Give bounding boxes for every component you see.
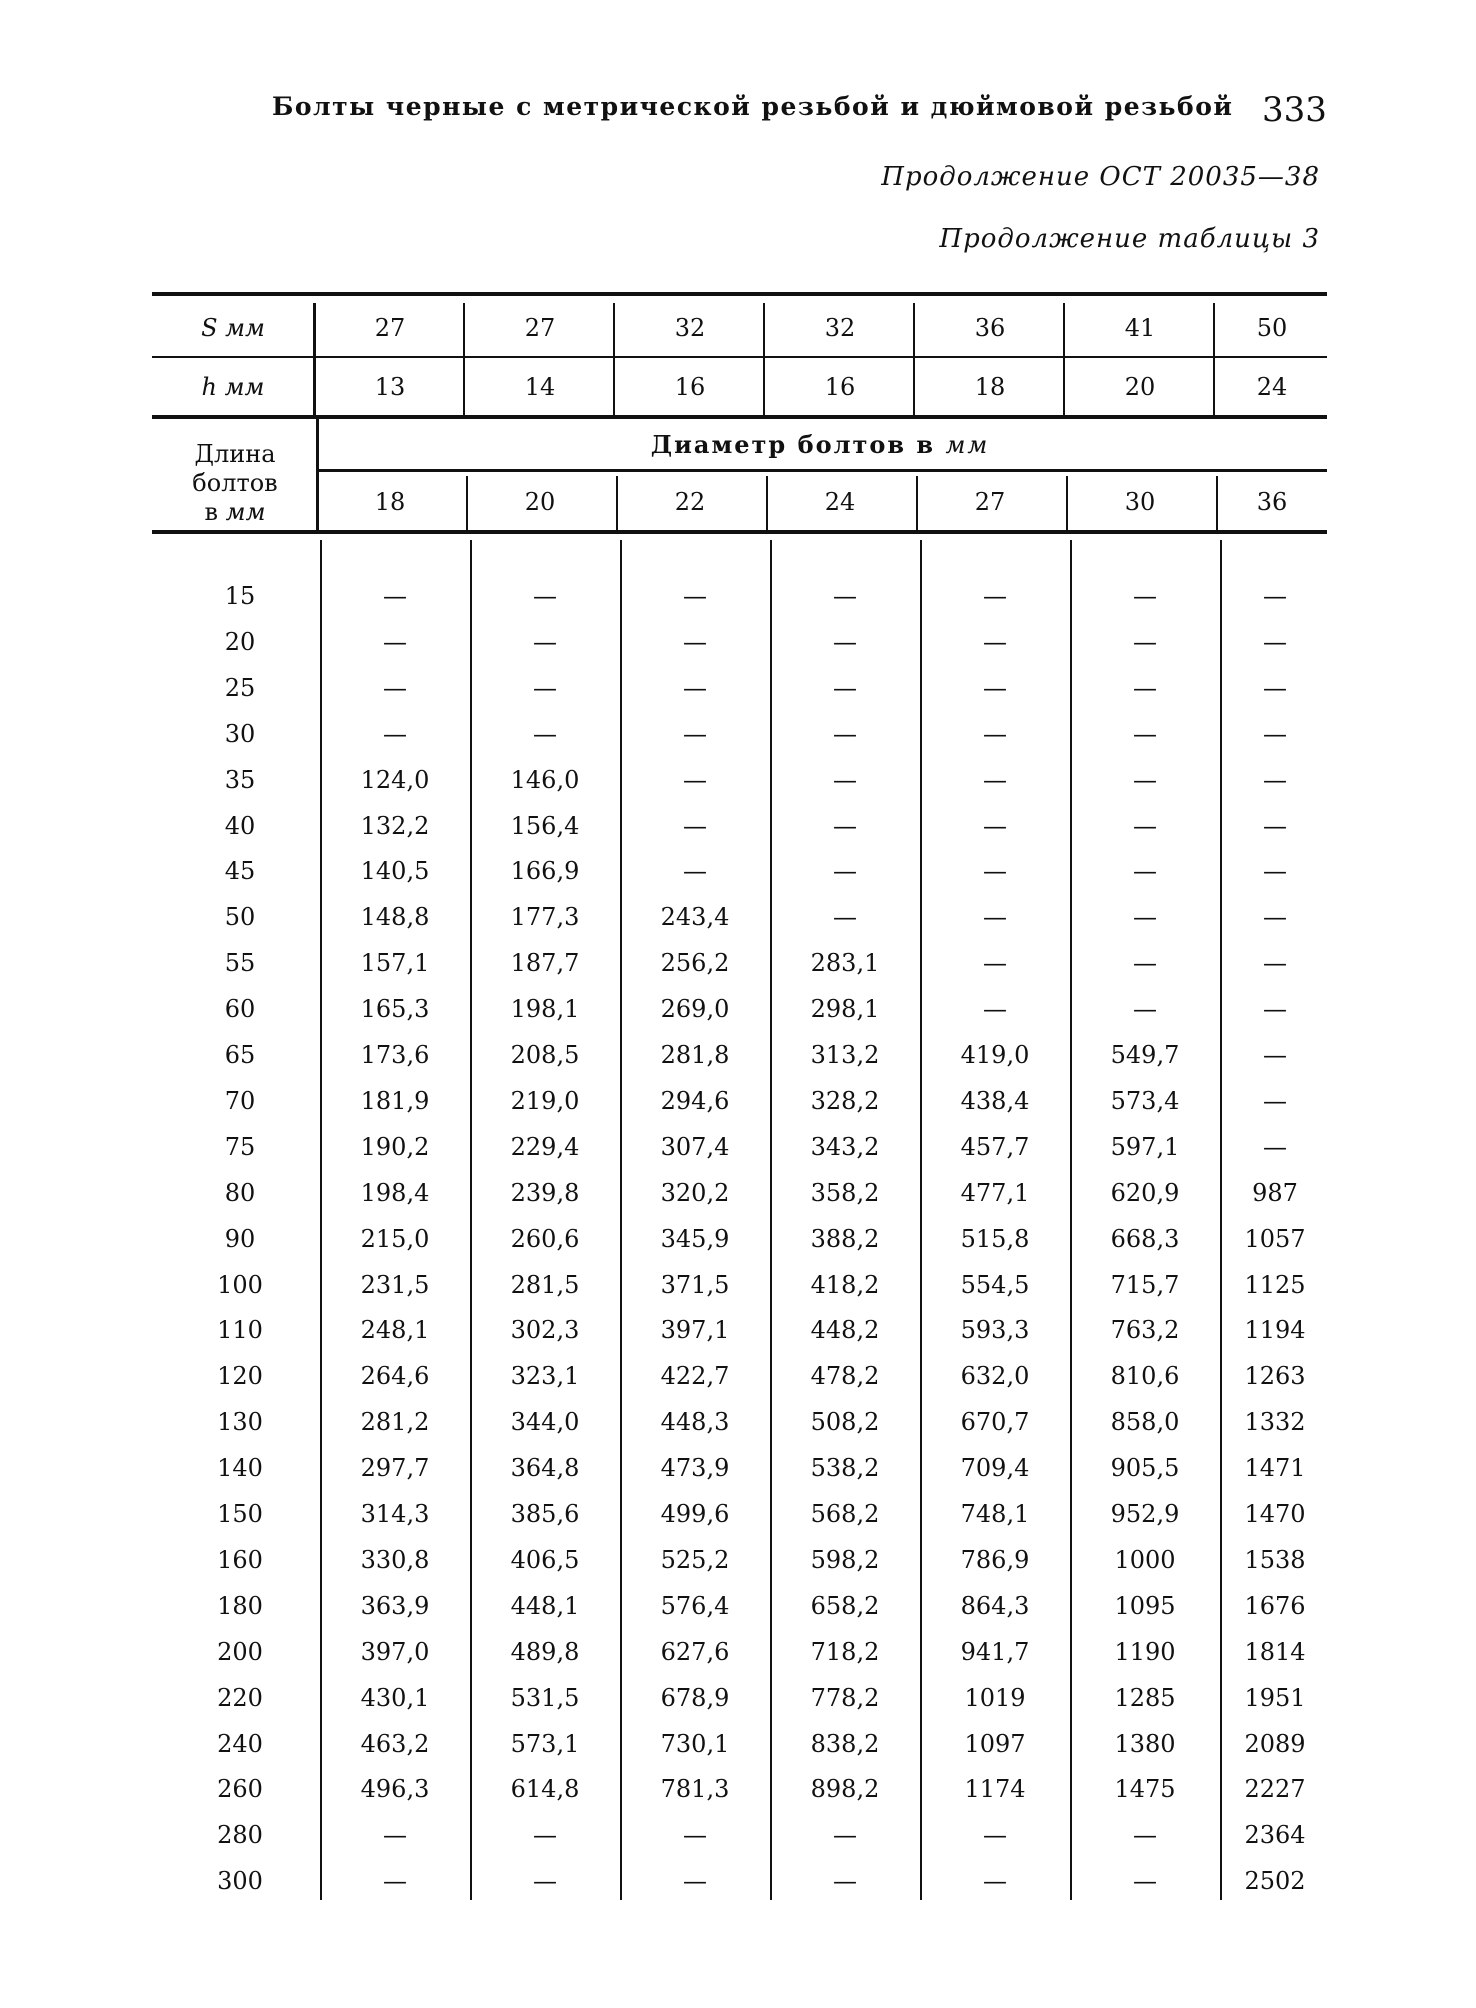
h-value: 16 [674,372,706,401]
length-value: 160 [217,1545,263,1574]
diameter-value: 30 [1124,488,1156,516]
s-value: 41 [1124,314,1156,342]
weight-value: 215,0 [360,1224,430,1253]
weight-value: 987 [1252,1178,1298,1207]
column-divider [1070,540,1072,1900]
length-value: 150 [217,1500,263,1528]
weight-value: — [983,1867,1007,1896]
weight-value: 371,5 [660,1270,730,1299]
weight-value: 478,2 [810,1362,880,1391]
weight-value: 397,1 [660,1316,730,1345]
weight-value: 549,7 [1110,1041,1180,1069]
weight-value: 941,7 [960,1637,1030,1666]
weight-value: 2502 [1244,1867,1306,1896]
weight-value: — [1263,811,1287,840]
column-divider [1063,303,1065,415]
weight-value: 165,3 [360,995,430,1024]
h-value: 13 [374,372,406,401]
weight-value: 632,0 [960,1362,1030,1391]
weight-value: 418,2 [810,1270,880,1299]
weight-value: — [983,719,1007,748]
s-value: 27 [524,314,556,342]
length-value: 40 [224,811,256,840]
length-value: 220 [217,1683,263,1712]
length-column-label [152,440,318,527]
weight-value: 330,8 [360,1545,430,1574]
weight-value: 1190 [1114,1637,1176,1666]
weight-value: 499,6 [660,1500,730,1528]
weight-value: — [833,811,857,840]
weight-value: — [683,719,707,748]
weight-value: 313,2 [810,1041,880,1069]
weight-value: 190,2 [360,1132,430,1161]
h-label: h мм [201,372,265,401]
weight-value: 187,7 [510,949,580,978]
weight-value: 343,2 [810,1132,880,1161]
weight-value: — [983,995,1007,1024]
weight-value: — [533,673,557,702]
weight-value: 419,0 [960,1041,1030,1069]
weight-value: 438,4 [960,1086,1030,1115]
length-value: 75 [224,1132,256,1161]
weight-value: 281,8 [660,1041,730,1069]
length-value: 50 [224,903,256,932]
weight-value: 328,2 [810,1086,880,1115]
weight-value: 473,9 [660,1454,730,1483]
weight-value: 715,7 [1110,1270,1180,1299]
weight-value: — [1263,765,1287,794]
weight-value: — [1133,903,1157,932]
weight-value: 448,1 [510,1591,580,1620]
weight-value: 658,2 [810,1591,880,1620]
weight-value: 1332 [1244,1408,1306,1437]
weight-value: 838,2 [810,1729,880,1758]
weight-value: 1194 [1244,1316,1306,1345]
weight-value: 198,4 [360,1178,430,1207]
length-value: 90 [224,1224,256,1253]
weight-value: 525,2 [660,1545,730,1574]
weight-value: 231,5 [360,1270,430,1299]
weight-value: 166,9 [510,857,580,886]
diameter-caption-unit: мм [945,431,990,459]
weight-value: 320,2 [660,1178,730,1207]
h-value: 14 [524,372,556,401]
table-rule [318,469,1327,472]
column-divider [616,476,618,530]
weight-value: 157,1 [360,949,430,978]
length-value: 20 [224,627,256,656]
weight-value: 2227 [1244,1775,1306,1804]
weight-value: 531,5 [510,1683,580,1712]
weight-value: — [983,765,1007,794]
weight-value: 406,5 [510,1545,580,1574]
weight-value: 345,9 [660,1224,730,1253]
weight-value: 243,4 [660,903,730,932]
column-divider [763,303,765,415]
weight-value: 140,5 [360,857,430,886]
weight-value: — [1133,627,1157,656]
weight-value: 1470 [1244,1500,1306,1528]
weight-value: — [683,811,707,840]
continuation-ost-note: Продолжение ОСТ 20035—38 [881,162,1320,192]
weight-value: — [983,857,1007,886]
weight-value: 1125 [1244,1270,1306,1299]
weight-value: — [983,627,1007,656]
length-value: 100 [217,1270,263,1299]
weight-value: 1471 [1244,1454,1306,1483]
weight-value: — [833,719,857,748]
weight-value: 568,2 [810,1500,880,1528]
length-value: 260 [217,1775,263,1804]
weight-value: — [533,1821,557,1850]
weight-value: 314,3 [360,1500,430,1528]
weight-value: 905,5 [1110,1454,1180,1483]
weight-value: 397,0 [360,1637,430,1666]
column-divider [320,540,322,1900]
weight-value: — [983,903,1007,932]
weight-value: 678,9 [660,1683,730,1712]
weight-value: 219,0 [510,1086,580,1115]
weight-value: — [983,1821,1007,1850]
length-value: 240 [217,1729,263,1758]
weight-value: 269,0 [660,995,730,1024]
weight-value: 294,6 [660,1086,730,1115]
weight-value: — [1263,949,1287,978]
weight-value: 2089 [1244,1729,1306,1758]
weight-value: 952,9 [1110,1500,1180,1528]
diameter-value: 36 [1256,488,1288,516]
weight-value: 858,0 [1110,1408,1180,1437]
weight-value: 177,3 [510,903,580,932]
length-value: 120 [217,1362,263,1391]
column-divider [470,540,472,1900]
length-value: 60 [224,995,256,1024]
weight-value: 864,3 [960,1591,1030,1620]
weight-value: 1951 [1244,1683,1306,1712]
weight-value: — [383,1867,407,1896]
weight-value: 508,2 [810,1408,880,1437]
weight-value: 364,8 [510,1454,580,1483]
weight-value: — [1133,673,1157,702]
length-label-line: Длина [194,440,276,468]
s-label: S мм [201,314,265,342]
weight-value: 620,9 [1110,1178,1180,1207]
column-divider [463,303,465,415]
weight-value: 573,4 [1110,1086,1180,1115]
weight-value: — [833,627,857,656]
weight-value: 307,4 [660,1132,730,1161]
weight-value: — [983,811,1007,840]
weight-value: 256,2 [660,949,730,978]
weight-value: 781,3 [660,1775,730,1804]
weight-value: 363,9 [360,1591,430,1620]
weight-value: — [533,719,557,748]
weight-value: — [833,1867,857,1896]
column-divider [916,476,918,530]
weight-value: 730,1 [660,1729,730,1758]
weight-value: — [833,857,857,886]
length-value: 35 [224,765,256,794]
weight-value: 1538 [1244,1545,1306,1574]
weight-value: — [383,627,407,656]
weight-value: — [983,582,1007,610]
length-value: 300 [217,1867,263,1896]
weight-value: 430,1 [360,1683,430,1712]
page-number: 333 [1262,90,1327,130]
column-divider [913,303,915,415]
weight-value: 146,0 [510,765,580,794]
weight-value: — [1133,811,1157,840]
weight-value: 132,2 [360,811,430,840]
weight-value: 1000 [1114,1545,1176,1574]
length-value: 140 [217,1454,263,1483]
weight-value: — [1133,949,1157,978]
length-value: 200 [217,1637,263,1666]
length-value: 15 [224,582,256,610]
length-value: 180 [217,1591,263,1620]
weight-value: 810,6 [1110,1362,1180,1391]
diameter-caption-text: Диаметр болтов в [650,430,946,459]
length-value: 45 [224,857,256,886]
weight-value: — [533,582,557,610]
diameter-value: 22 [674,488,706,516]
weight-value: — [833,765,857,794]
weight-value: 448,2 [810,1316,880,1345]
weight-value: — [1263,627,1287,656]
length-label-prefix: в [204,498,226,526]
column-divider [620,540,622,1900]
h-value: 16 [824,372,856,401]
weight-value: — [383,582,407,610]
weight-value: 422,7 [660,1362,730,1391]
weight-value: 448,3 [660,1408,730,1437]
weight-value: 496,3 [360,1775,430,1804]
weight-value: — [383,673,407,702]
weight-value: — [1263,1086,1287,1115]
weight-value: 515,8 [960,1224,1030,1253]
length-value: 130 [217,1408,263,1437]
weight-value: 297,7 [360,1454,430,1483]
weight-value: 181,9 [360,1086,430,1115]
weight-value: 1263 [1244,1362,1306,1391]
weight-value: — [983,949,1007,978]
weight-value: 1019 [964,1683,1026,1712]
length-value: 280 [217,1821,263,1850]
weight-value: 1475 [1114,1775,1176,1804]
weight-value: 763,2 [1110,1316,1180,1345]
weight-value: — [683,765,707,794]
weight-value: — [833,582,857,610]
weight-value: 1097 [964,1729,1026,1758]
length-value: 30 [224,719,256,748]
weight-value: 1057 [1244,1224,1306,1253]
weight-value: 298,1 [810,995,880,1024]
diameter-caption [315,430,1325,459]
weight-value: 670,7 [960,1408,1030,1437]
weight-value: 554,5 [960,1270,1030,1299]
h-value: 24 [1256,372,1288,401]
weight-value: 260,6 [510,1224,580,1253]
weight-value: 668,3 [1110,1224,1180,1253]
weight-value: 593,3 [960,1316,1030,1345]
weight-value: 323,1 [510,1362,580,1391]
weight-value: — [683,1821,707,1850]
weight-value: 538,2 [810,1454,880,1483]
weight-value: 388,2 [810,1224,880,1253]
weight-value: 2364 [1244,1821,1306,1850]
weight-value: 239,8 [510,1178,580,1207]
weight-value: 718,2 [810,1637,880,1666]
diameter-value: 18 [374,488,406,516]
length-value: 110 [217,1316,263,1345]
weight-value: — [1133,1867,1157,1896]
weight-value: — [533,1867,557,1896]
weight-value: — [983,673,1007,702]
column-divider [920,540,922,1900]
s-value: 50 [1256,314,1288,342]
diameter-value: 24 [824,488,856,516]
weight-value: 344,0 [510,1408,580,1437]
weight-value: — [383,719,407,748]
weight-value: — [1133,582,1157,610]
length-value: 65 [224,1041,256,1069]
weight-value: 173,6 [360,1041,430,1069]
s-value: 27 [374,314,406,342]
h-value: 20 [1124,372,1156,401]
weight-value: 281,2 [360,1408,430,1437]
weight-value: 1814 [1244,1637,1306,1666]
weight-value: 385,6 [510,1500,580,1528]
weight-value: 614,8 [510,1775,580,1804]
weight-value: 248,1 [360,1316,430,1345]
weight-value: — [683,582,707,610]
weight-value: — [1133,765,1157,794]
weight-value: 1095 [1114,1591,1176,1620]
weight-value: — [683,673,707,702]
weight-value: 148,8 [360,903,430,932]
length-label-unit: мм [225,498,266,526]
weight-value: — [833,1821,857,1850]
s-value: 32 [824,314,856,342]
weight-value: 283,1 [810,949,880,978]
weight-value: — [1133,995,1157,1024]
weight-value: 489,8 [510,1637,580,1666]
weight-value: 576,4 [660,1591,730,1620]
column-divider [613,303,615,415]
weight-value: 627,6 [660,1637,730,1666]
weight-value: 898,2 [810,1775,880,1804]
weight-value: 1285 [1114,1683,1176,1712]
table-top-rule [152,292,1327,296]
weight-value: 1380 [1114,1729,1176,1758]
weight-value: — [1263,719,1287,748]
weight-value: — [383,1821,407,1850]
weight-value: — [1263,857,1287,886]
weight-value: 477,1 [960,1178,1030,1207]
weight-value: 748,1 [960,1500,1030,1528]
weight-value: — [1263,673,1287,702]
length-label-line [152,498,318,527]
weight-value: 208,5 [510,1041,580,1069]
diameter-value: 20 [524,488,556,516]
length-value: 80 [224,1178,256,1207]
weight-value: — [683,857,707,886]
weight-value: 598,2 [810,1545,880,1574]
table-rule [152,415,1327,419]
weight-value: — [533,627,557,656]
page-title: Болты черные с метрической резьбой и дюймовой резьбой [272,92,1234,121]
length-value: 25 [224,673,256,702]
weight-value: 1676 [1244,1591,1306,1620]
s-value: 32 [674,314,706,342]
diameter-value: 27 [974,488,1006,516]
weight-value: — [1263,995,1287,1024]
column-divider [466,476,468,530]
weight-value: 457,7 [960,1132,1030,1161]
weight-value: 463,2 [360,1729,430,1758]
weight-value: 229,4 [510,1132,580,1161]
weight-value: — [683,1867,707,1896]
weight-value: — [1133,1821,1157,1850]
column-divider [766,476,768,530]
weight-value: — [1263,1132,1287,1161]
weight-value: — [1263,903,1287,932]
h-value: 18 [974,372,1006,401]
weight-value: 156,4 [510,811,580,840]
length-label-line: болтов [192,469,278,497]
weight-value: 573,1 [510,1729,580,1758]
weight-value: — [1133,719,1157,748]
weight-value: — [833,903,857,932]
weight-value: 358,2 [810,1178,880,1207]
weight-value: — [1133,857,1157,886]
weight-value: 124,0 [360,765,430,794]
column-divider [770,540,772,1900]
length-value: 70 [224,1086,256,1115]
weight-value: — [1263,582,1287,610]
weight-value: 709,4 [960,1454,1030,1483]
weight-value: 786,9 [960,1545,1030,1574]
continuation-table-note: Продолжение таблицы 3 [939,224,1320,254]
weight-value: 281,5 [510,1270,580,1299]
weight-value: — [1263,1041,1287,1069]
column-divider [1066,476,1068,530]
weight-value: 778,2 [810,1683,880,1712]
weight-value: 302,3 [510,1316,580,1345]
length-value: 55 [224,949,256,978]
weight-value: 1174 [964,1775,1026,1804]
s-value: 36 [974,314,1006,342]
table-header-bottom-rule [152,530,1327,534]
weight-value: 198,1 [510,995,580,1024]
weight-value: — [833,673,857,702]
weight-value: — [683,627,707,656]
weight-value: 597,1 [1110,1132,1180,1161]
weight-value: 264,6 [360,1362,430,1391]
